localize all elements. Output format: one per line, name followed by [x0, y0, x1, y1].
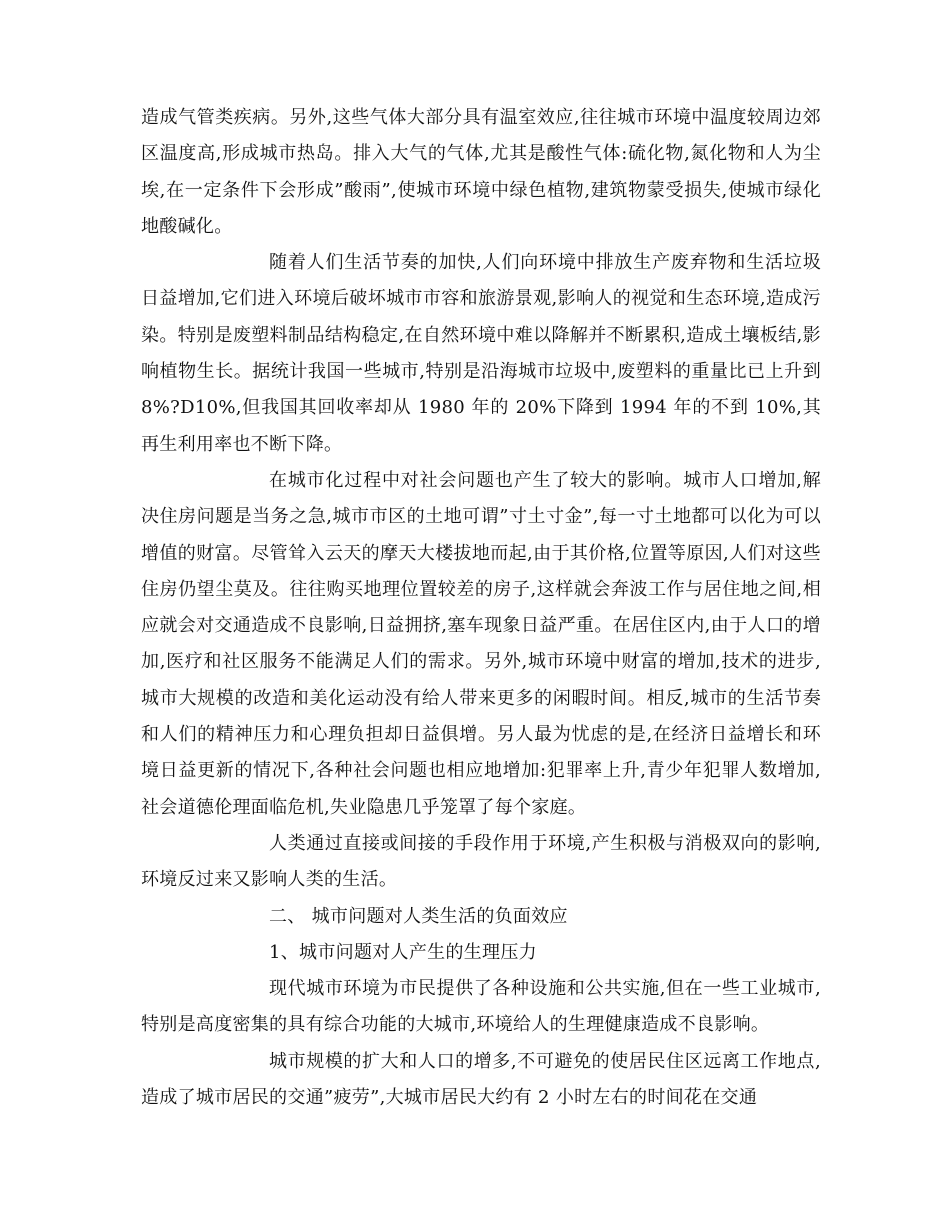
paragraph-5: 现代城市环境为市民提供了各种设施和公共实施,但在一些工业城市,特别是高度密集的具有综合功能的大城市,环境给人的生理健康造成不良影响。 [141, 978, 821, 1036]
paragraph-1: 造成气管类疾病。另外,这些气体大部分具有温室效应,往往城市环境中温度较周边郊区温度高,形成城市热岛。排入大气的气体,尤其是酸性气体:硫化物,氮化物和人为尘埃,在一定条件下会形成”酸雨”,使城市环境中绿色植物,建筑物蒙受损失,使城市绿化地酸碱化。 [141, 107, 821, 237]
paragraph-3: 在城市化过程中对社会问题也产生了较大的影响。城市人口增加,解决住房问题是当务之急,城市市区的土地可谓”寸土寸金”,每一寸土地都可以化为可以增值的财富。尽管耸入云天的摩天大楼拔地而起,由于其价格,位置等原因,人们对这些住房仍望尘莫及。往往购买地理位置较差的房子,这样就会奔波工作与居住地之间,相应就会对交通造成不良影响,日益拥挤,塞车现象日益严重。在居住区内,由于人口的增加,医疗和社区服务不能满足人们的需求。另外,城市环境中财富的增加,技术的进步,城市大规模的改造和美化运动没有给人带来更多的闲暇时间。相反,城市的生活节奏和人们的精神压力和心理负担却日益俱增。另人最为忧虑的是,在经济日益增长和环境日益更新的情况下,各种社会问题也相应地增加:犯罪率上升,青少年犯罪人数增加,社会道德伦理面临危机,失业隐患几乎笼罩了每个家庭。 [141, 469, 821, 818]
subsection-heading: 1、城市问题对人产生的生理压力 [269, 941, 537, 963]
document-page [141, 100, 821, 1116]
paragraph-2: 随着人们生活节奏的加快,人们向环境中排放生产废弃物和生活垃圾日益增加,它们进入环境后破坏城市市容和旅游景观,影响人的视觉和生态环境,造成污染。特别是废塑料制品结构稳定,在自然环境中难以降解并不断累积,造成土壤板结,影响植物生长。据统计我国一些城市,特别是沿海城市垃圾中,废塑料的重量比已上升到 8%?D10%,但我国其回收率却从 1980 年的 20%下降到 1994 年的不到 10%,其再生利用率也不断下降。 [141, 252, 821, 455]
paragraph-4: 人类通过直接或间接的手段作用于环境,产生积极与消极双向的影响,环境反过来又影响人类的生活。 [141, 832, 821, 891]
section-heading: 二、 城市问题对人类生活的负面效应 [269, 905, 568, 927]
paragraph-6: 城市规模的扩大和人口的增多,不可避免的使居民住区远离工作地点,造成了城市居民的交通”疲劳”,大城市居民大约有 2 小时左右的时间花在交通 [141, 1050, 821, 1109]
